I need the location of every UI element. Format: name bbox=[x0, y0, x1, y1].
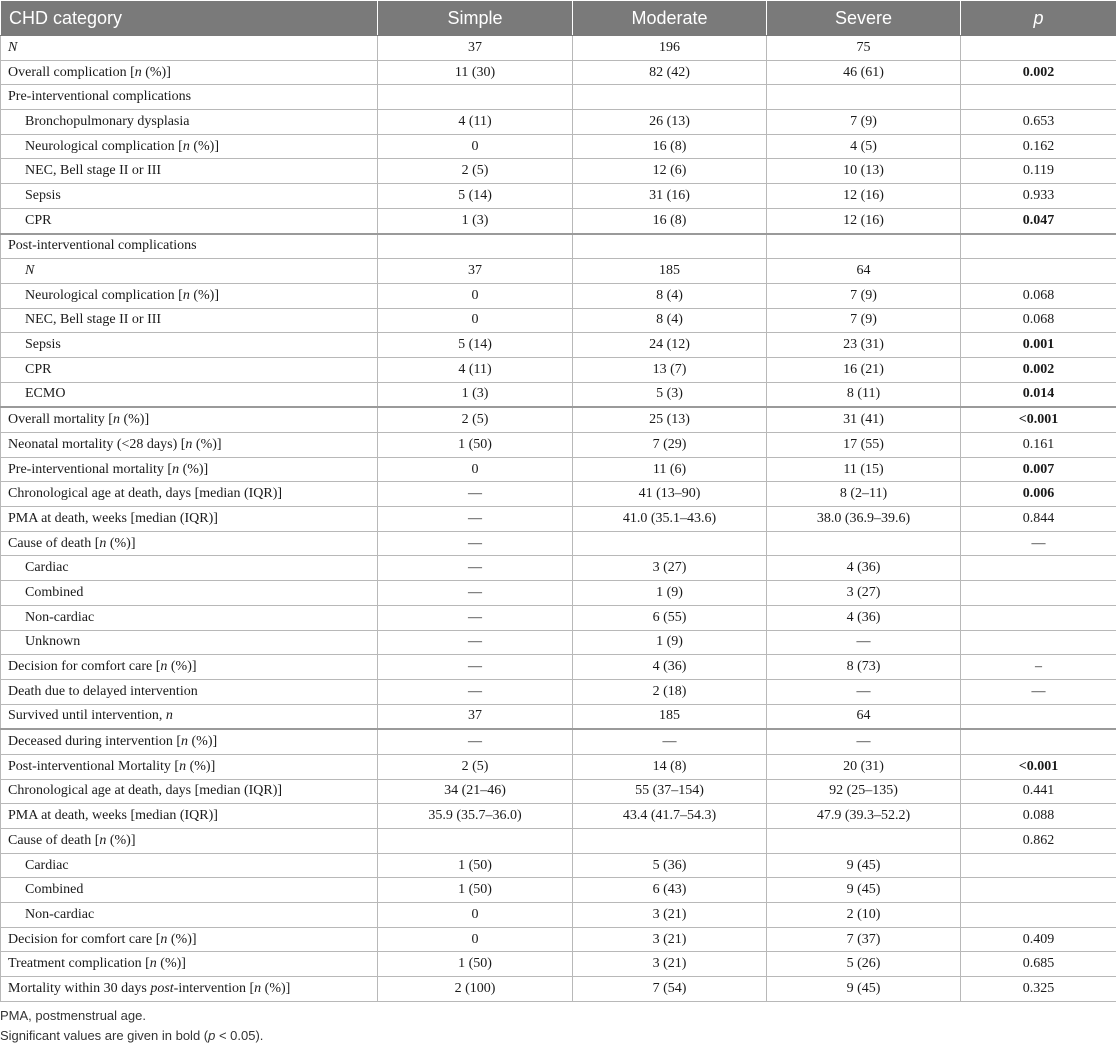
cell-severe: 8 (2–11) bbox=[767, 482, 961, 507]
row-label: Neonatal mortality (<28 days) [n (%)] bbox=[1, 433, 378, 458]
cell-simple: — bbox=[378, 655, 573, 680]
table-row bbox=[1, 433, 1116, 458]
row-label: N bbox=[1, 36, 378, 61]
cell-simple: — bbox=[378, 630, 573, 655]
table-row bbox=[1, 85, 1116, 110]
table-row bbox=[1, 208, 1116, 233]
cell-moderate: 7 (29) bbox=[573, 433, 767, 458]
table-row bbox=[1, 234, 1116, 259]
cell-simple: 0 bbox=[378, 927, 573, 952]
cell-moderate: 24 (12) bbox=[573, 333, 767, 358]
row-label: Decision for comfort care [n (%)] bbox=[1, 655, 378, 680]
cell-moderate: 26 (13) bbox=[573, 110, 767, 135]
cell-moderate: 13 (7) bbox=[573, 357, 767, 382]
row-label: Combined bbox=[1, 878, 378, 903]
cell-simple: 37 bbox=[378, 36, 573, 61]
cell-moderate bbox=[573, 85, 767, 110]
cell-p-value: 0.001 bbox=[961, 333, 1116, 358]
cell-moderate: 4 (36) bbox=[573, 655, 767, 680]
cell-severe: 47.9 (39.3–52.2) bbox=[767, 804, 961, 829]
table-row bbox=[1, 829, 1116, 854]
cell-severe: 7 (9) bbox=[767, 308, 961, 333]
cell-severe: 9 (45) bbox=[767, 853, 961, 878]
cell-simple: 0 bbox=[378, 903, 573, 928]
table-row bbox=[1, 184, 1116, 209]
cell-moderate: 5 (36) bbox=[573, 853, 767, 878]
cell-severe: 12 (16) bbox=[767, 184, 961, 209]
cell-simple: — bbox=[378, 605, 573, 630]
cell-severe: 46 (61) bbox=[767, 60, 961, 85]
row-label: Bronchopulmonary dysplasia bbox=[1, 110, 378, 135]
cell-severe: 5 (26) bbox=[767, 952, 961, 977]
row-label: Post-interventional complications bbox=[1, 234, 378, 259]
cell-moderate: 11 (6) bbox=[573, 457, 767, 482]
cell-severe: 64 bbox=[767, 259, 961, 284]
cell-moderate: 2 (18) bbox=[573, 679, 767, 704]
footnote-2: Significant values are given in bold (p < 0.05). bbox=[0, 1028, 264, 1043]
cell-simple: — bbox=[378, 729, 573, 754]
cell-simple: 0 bbox=[378, 134, 573, 159]
cell-p-value: 0.002 bbox=[961, 60, 1116, 85]
table-row bbox=[1, 507, 1116, 532]
cell-p-value bbox=[961, 556, 1116, 581]
cell-moderate: 5 (3) bbox=[573, 382, 767, 407]
table-row bbox=[1, 531, 1116, 556]
row-label: CPR bbox=[1, 357, 378, 382]
row-label: CPR bbox=[1, 208, 378, 233]
cell-p-value: 0.088 bbox=[961, 804, 1116, 829]
cell-p-value bbox=[961, 729, 1116, 754]
table-row bbox=[1, 754, 1116, 779]
cell-p-value bbox=[961, 903, 1116, 928]
row-label: Cause of death [n (%)] bbox=[1, 531, 378, 556]
cell-p-value: 0.441 bbox=[961, 779, 1116, 804]
row-label: NEC, Bell stage II or III bbox=[1, 159, 378, 184]
header-chd-category: CHD category bbox=[1, 1, 378, 36]
cell-severe: 3 (27) bbox=[767, 581, 961, 606]
cell-simple: — bbox=[378, 507, 573, 532]
cell-simple: 2 (5) bbox=[378, 754, 573, 779]
cell-p-value: <0.001 bbox=[961, 407, 1116, 432]
cell-severe: 8 (11) bbox=[767, 382, 961, 407]
cell-simple: 37 bbox=[378, 259, 573, 284]
row-label: Survived until intervention, n bbox=[1, 704, 378, 729]
row-label: Overall mortality [n (%)] bbox=[1, 407, 378, 432]
cell-p-value: 0.161 bbox=[961, 433, 1116, 458]
table-row bbox=[1, 333, 1116, 358]
cell-severe: 17 (55) bbox=[767, 433, 961, 458]
cell-simple: — bbox=[378, 531, 573, 556]
cell-severe: 38.0 (36.9–39.6) bbox=[767, 507, 961, 532]
row-label: Mortality within 30 days post-intervention [n (%)] bbox=[1, 977, 378, 1002]
cell-moderate: 8 (4) bbox=[573, 283, 767, 308]
row-label: Decision for comfort care [n (%)] bbox=[1, 927, 378, 952]
cell-simple: 5 (14) bbox=[378, 184, 573, 209]
cell-p-value: 0.006 bbox=[961, 482, 1116, 507]
cell-moderate: 6 (55) bbox=[573, 605, 767, 630]
cell-p-value: 0.325 bbox=[961, 977, 1116, 1002]
table-row bbox=[1, 556, 1116, 581]
cell-moderate: 14 (8) bbox=[573, 754, 767, 779]
cell-moderate bbox=[573, 531, 767, 556]
cell-severe: 9 (45) bbox=[767, 878, 961, 903]
cell-severe: 23 (31) bbox=[767, 333, 961, 358]
row-label: Overall complication [n (%)] bbox=[1, 60, 378, 85]
table-row bbox=[1, 952, 1116, 977]
cell-p-value bbox=[961, 234, 1116, 259]
cell-p-value: 0.002 bbox=[961, 357, 1116, 382]
cell-simple: — bbox=[378, 482, 573, 507]
cell-p-value bbox=[961, 605, 1116, 630]
cell-simple: 2 (100) bbox=[378, 977, 573, 1002]
row-label: Deceased during intervention [n (%)] bbox=[1, 729, 378, 754]
cell-moderate: 8 (4) bbox=[573, 308, 767, 333]
cell-severe: 12 (16) bbox=[767, 208, 961, 233]
cell-severe: 10 (13) bbox=[767, 159, 961, 184]
cell-p-value bbox=[961, 704, 1116, 729]
cell-p-value: 0.047 bbox=[961, 208, 1116, 233]
cell-moderate: 3 (21) bbox=[573, 903, 767, 928]
cell-p-value bbox=[961, 878, 1116, 903]
cell-severe: 11 (15) bbox=[767, 457, 961, 482]
table-row bbox=[1, 407, 1116, 432]
cell-p-value bbox=[961, 259, 1116, 284]
cell-p-value: – bbox=[961, 655, 1116, 680]
cell-simple bbox=[378, 829, 573, 854]
cell-p-value: 0.162 bbox=[961, 134, 1116, 159]
table-row bbox=[1, 704, 1116, 729]
row-label: Unknown bbox=[1, 630, 378, 655]
cell-simple: 1 (50) bbox=[378, 952, 573, 977]
table-row bbox=[1, 357, 1116, 382]
row-label: Treatment complication [n (%)] bbox=[1, 952, 378, 977]
cell-p-value: <0.001 bbox=[961, 754, 1116, 779]
cell-p-value bbox=[961, 36, 1116, 61]
table-row bbox=[1, 581, 1116, 606]
cell-moderate: 25 (13) bbox=[573, 407, 767, 432]
cell-p-value bbox=[961, 630, 1116, 655]
row-label: Non-cardiac bbox=[1, 903, 378, 928]
cell-severe: 20 (31) bbox=[767, 754, 961, 779]
cell-simple: 0 bbox=[378, 457, 573, 482]
cell-p-value: 0.068 bbox=[961, 308, 1116, 333]
cell-severe bbox=[767, 829, 961, 854]
cell-simple: 2 (5) bbox=[378, 159, 573, 184]
cell-severe: — bbox=[767, 729, 961, 754]
cell-p-value: 0.119 bbox=[961, 159, 1116, 184]
table-row bbox=[1, 903, 1116, 928]
cell-simple bbox=[378, 85, 573, 110]
table-row bbox=[1, 878, 1116, 903]
cell-severe: 7 (9) bbox=[767, 110, 961, 135]
cell-simple: 11 (30) bbox=[378, 60, 573, 85]
row-label: Chronological age at death, days [median (IQR)] bbox=[1, 482, 378, 507]
table-footnotes bbox=[0, 1006, 263, 1046]
cell-simple: — bbox=[378, 581, 573, 606]
cell-simple: 2 (5) bbox=[378, 407, 573, 432]
cell-severe bbox=[767, 85, 961, 110]
cell-simple: 1 (3) bbox=[378, 382, 573, 407]
row-label: ECMO bbox=[1, 382, 378, 407]
header-severe: Severe bbox=[767, 1, 961, 36]
cell-moderate: 43.4 (41.7–54.3) bbox=[573, 804, 767, 829]
cell-moderate: — bbox=[573, 729, 767, 754]
cell-simple: 34 (21–46) bbox=[378, 779, 573, 804]
table-row bbox=[1, 655, 1116, 680]
table-row bbox=[1, 804, 1116, 829]
row-label: Neurological complication [n (%)] bbox=[1, 283, 378, 308]
row-label: Pre-interventional mortality [n (%)] bbox=[1, 457, 378, 482]
table-row bbox=[1, 605, 1116, 630]
cell-severe: 75 bbox=[767, 36, 961, 61]
cell-simple: 1 (50) bbox=[378, 878, 573, 903]
cell-p-value: — bbox=[961, 531, 1116, 556]
cell-severe: 4 (5) bbox=[767, 134, 961, 159]
row-label: Cardiac bbox=[1, 556, 378, 581]
cell-moderate: 12 (6) bbox=[573, 159, 767, 184]
row-label: Cause of death [n (%)] bbox=[1, 829, 378, 854]
cell-moderate: 41.0 (35.1–43.6) bbox=[573, 507, 767, 532]
table-row bbox=[1, 110, 1116, 135]
cell-moderate: 55 (37–154) bbox=[573, 779, 767, 804]
table-row bbox=[1, 779, 1116, 804]
cell-simple: 37 bbox=[378, 704, 573, 729]
row-label: PMA at death, weeks [median (IQR)] bbox=[1, 507, 378, 532]
cell-p-value bbox=[961, 581, 1116, 606]
cell-severe: 92 (25–135) bbox=[767, 779, 961, 804]
cell-severe: 16 (21) bbox=[767, 357, 961, 382]
cell-moderate: 1 (9) bbox=[573, 581, 767, 606]
cell-severe bbox=[767, 531, 961, 556]
cell-simple: 0 bbox=[378, 308, 573, 333]
row-label: Non-cardiac bbox=[1, 605, 378, 630]
cell-simple: 35.9 (35.7–36.0) bbox=[378, 804, 573, 829]
table-row bbox=[1, 159, 1116, 184]
cell-simple: — bbox=[378, 679, 573, 704]
row-label: Pre-interventional complications bbox=[1, 85, 378, 110]
table-row bbox=[1, 259, 1116, 284]
cell-moderate: 7 (54) bbox=[573, 977, 767, 1002]
table-row bbox=[1, 60, 1116, 85]
cell-moderate: 6 (43) bbox=[573, 878, 767, 903]
cell-p-value: 0.844 bbox=[961, 507, 1116, 532]
cell-severe: 7 (37) bbox=[767, 927, 961, 952]
row-label: Death due to delayed intervention bbox=[1, 679, 378, 704]
table-body bbox=[1, 36, 1116, 1002]
cell-severe: 7 (9) bbox=[767, 283, 961, 308]
cell-p-value: 0.653 bbox=[961, 110, 1116, 135]
cell-moderate: 16 (8) bbox=[573, 208, 767, 233]
cell-p-value bbox=[961, 853, 1116, 878]
row-label: Post-interventional Mortality [n (%)] bbox=[1, 754, 378, 779]
cell-simple: 0 bbox=[378, 283, 573, 308]
table-row bbox=[1, 977, 1116, 1002]
cell-severe: — bbox=[767, 679, 961, 704]
cell-moderate: 16 (8) bbox=[573, 134, 767, 159]
row-label: NEC, Bell stage II or III bbox=[1, 308, 378, 333]
row-label: Sepsis bbox=[1, 184, 378, 209]
table-row bbox=[1, 927, 1116, 952]
table-row bbox=[1, 308, 1116, 333]
cell-moderate: 82 (42) bbox=[573, 60, 767, 85]
cell-moderate: 1 (9) bbox=[573, 630, 767, 655]
cell-p-value bbox=[961, 85, 1116, 110]
header-simple: Simple bbox=[378, 1, 573, 36]
cell-moderate: 3 (27) bbox=[573, 556, 767, 581]
cell-severe: 4 (36) bbox=[767, 556, 961, 581]
table-row bbox=[1, 853, 1116, 878]
cell-moderate: 3 (21) bbox=[573, 952, 767, 977]
row-label: Cardiac bbox=[1, 853, 378, 878]
cell-p-value: 0.409 bbox=[961, 927, 1116, 952]
cell-p-value: 0.068 bbox=[961, 283, 1116, 308]
footnote-1: PMA, postmenstrual age. bbox=[0, 1008, 146, 1023]
header-moderate: Moderate bbox=[573, 1, 767, 36]
table-row bbox=[1, 382, 1116, 407]
table-row bbox=[1, 482, 1116, 507]
cell-simple: 1 (3) bbox=[378, 208, 573, 233]
cell-simple: 5 (14) bbox=[378, 333, 573, 358]
row-label: N bbox=[1, 259, 378, 284]
cell-severe: — bbox=[767, 630, 961, 655]
table-row bbox=[1, 457, 1116, 482]
cell-moderate bbox=[573, 829, 767, 854]
cell-p-value: 0.933 bbox=[961, 184, 1116, 209]
row-label: Chronological age at death, days [median (IQR)] bbox=[1, 779, 378, 804]
row-label: Neurological complication [n (%)] bbox=[1, 134, 378, 159]
cell-moderate: 196 bbox=[573, 36, 767, 61]
row-label: Combined bbox=[1, 581, 378, 606]
cell-p-value: 0.014 bbox=[961, 382, 1116, 407]
table-row bbox=[1, 283, 1116, 308]
cell-simple: 1 (50) bbox=[378, 433, 573, 458]
cell-moderate: 185 bbox=[573, 704, 767, 729]
row-label: PMA at death, weeks [median (IQR)] bbox=[1, 804, 378, 829]
table-header-row bbox=[1, 1, 1116, 36]
cell-severe: 8 (73) bbox=[767, 655, 961, 680]
table-row bbox=[1, 630, 1116, 655]
cell-moderate: 3 (21) bbox=[573, 927, 767, 952]
cell-severe: 64 bbox=[767, 704, 961, 729]
table-row bbox=[1, 134, 1116, 159]
cell-severe: 9 (45) bbox=[767, 977, 961, 1002]
cell-p-value: 0.685 bbox=[961, 952, 1116, 977]
cell-simple: 1 (50) bbox=[378, 853, 573, 878]
cell-p-value: 0.007 bbox=[961, 457, 1116, 482]
row-label: Sepsis bbox=[1, 333, 378, 358]
table-row bbox=[1, 36, 1116, 61]
table-row bbox=[1, 729, 1116, 754]
cell-simple: — bbox=[378, 556, 573, 581]
cell-moderate: 185 bbox=[573, 259, 767, 284]
cell-simple: 4 (11) bbox=[378, 357, 573, 382]
cell-moderate: 31 (16) bbox=[573, 184, 767, 209]
cell-severe: 4 (36) bbox=[767, 605, 961, 630]
cell-severe bbox=[767, 234, 961, 259]
table-row bbox=[1, 679, 1116, 704]
header-p-value: p bbox=[961, 1, 1116, 36]
cell-severe: 31 (41) bbox=[767, 407, 961, 432]
cell-p-value: — bbox=[961, 679, 1116, 704]
cell-severe: 2 (10) bbox=[767, 903, 961, 928]
cell-p-value: 0.862 bbox=[961, 829, 1116, 854]
cell-moderate bbox=[573, 234, 767, 259]
cell-moderate: 41 (13–90) bbox=[573, 482, 767, 507]
cell-simple: 4 (11) bbox=[378, 110, 573, 135]
cell-simple bbox=[378, 234, 573, 259]
